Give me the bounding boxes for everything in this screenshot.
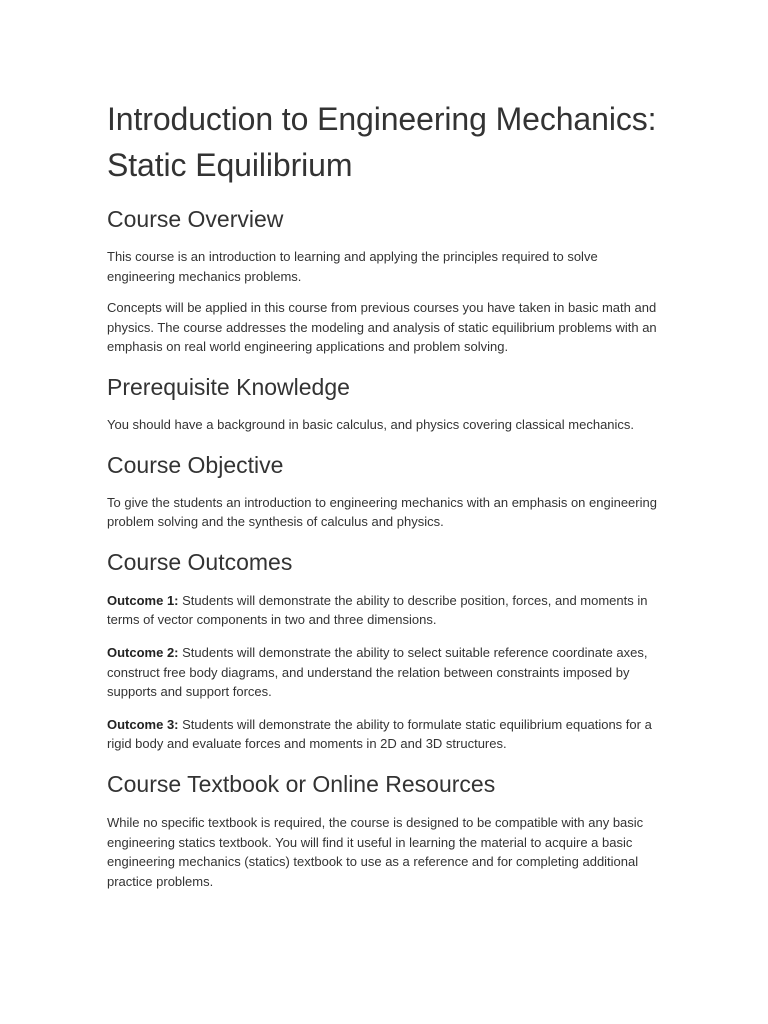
- document-page: [107, 96, 663, 903]
- section-heading-textbook: Course Textbook or Online Resources: [107, 770, 496, 797]
- overview-paragraph-2: Concepts will be applied in this course from previous courses you have taken in basic math and physics. The course addresses the modeling and analysis of static equilibrium problems with an emphasis on real world engineering applications and problem solving.: [107, 300, 657, 355]
- outcome-text: Students will demonstrate the ability to describe position, forces, and moments in terms of vector components in two and three dimensions.: [107, 592, 648, 628]
- prerequisite-paragraph: You should have a background in basic calculus, and physics covering classical mechanics.: [107, 416, 635, 432]
- section-course-textbook: [107, 770, 663, 891]
- section-course-overview: [107, 205, 663, 357]
- outcome-label: Outcome 2:: [107, 644, 179, 660]
- outcome-item-1: [107, 591, 663, 630]
- overview-paragraph-1: This course is an introduction to learning and applying the principles required to solve engineering mechanics problems.: [107, 249, 598, 284]
- section-course-outcomes: [107, 548, 663, 754]
- section-course-objective: [107, 451, 663, 532]
- section-heading-prerequisite: Prerequisite Knowledge: [107, 373, 350, 400]
- page-title: Introduction to Engineering Mechanics: Static Equilibrium: [107, 101, 657, 183]
- outcome-item-3: [107, 715, 663, 754]
- section-heading-outcomes: Course Outcomes: [107, 548, 293, 575]
- section-heading-objective: Course Objective: [107, 451, 284, 478]
- objective-paragraph: To give the students an introduction to engineering mechanics with an emphasis on engineering problem solving and the synthesis of calculus and physics.: [107, 494, 657, 530]
- outcome-item-2: [107, 643, 663, 702]
- outcome-text: Students will demonstrate the ability to formulate static equilibrium equations for a rigid body and evaluate forces and moments in 2D and 3D structures.: [107, 716, 652, 752]
- outcome-text: Students will demonstrate the ability to select suitable reference coordinate axes, construct free body diagrams, and understand the relation between constraints imposed by supports and support forces.: [107, 644, 648, 700]
- section-heading-overview: Course Overview: [107, 206, 284, 232]
- textbook-paragraph: While no specific textbook is required, the course is designed to be compatible with any basic engineering statics textbook. You will find it useful in learning the material to acquire a basic engineering mechanics (statics) textbook to use as a reference and for completing additional practice problems.: [107, 814, 644, 889]
- outcome-label: Outcome 1:: [107, 592, 179, 608]
- section-prerequisite-knowledge: [107, 373, 663, 435]
- outcome-label: Outcome 3:: [107, 716, 179, 732]
